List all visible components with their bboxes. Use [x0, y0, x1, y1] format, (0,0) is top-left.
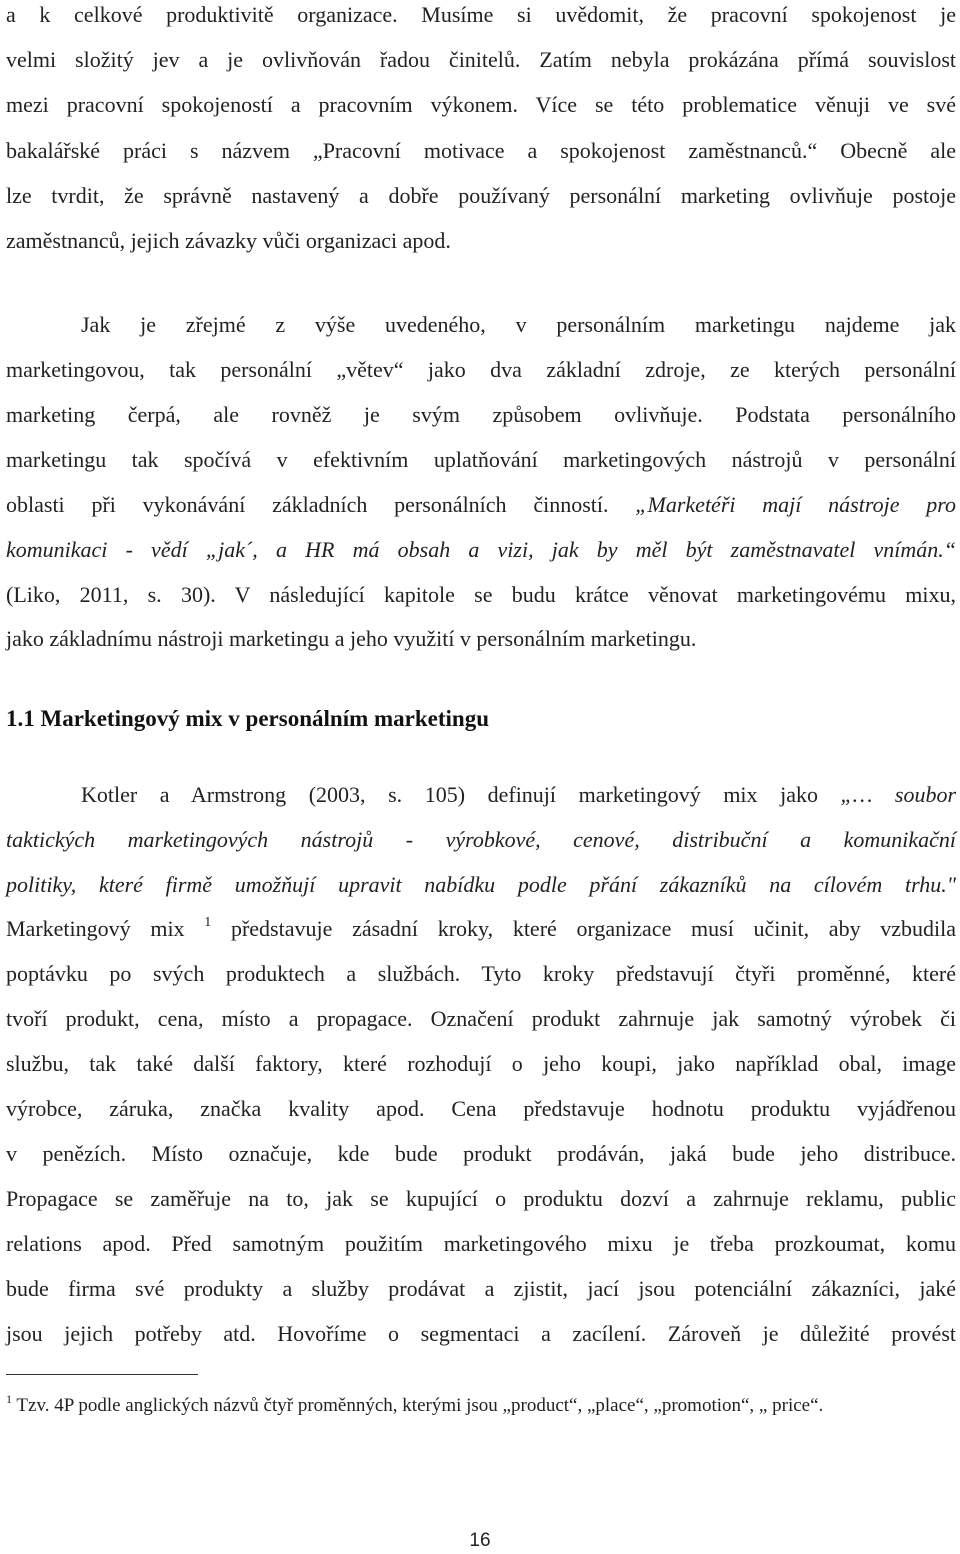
paragraph-line: službu, tak také další faktory, které rozhodují o jeho koupi, jako například obal, image: [6, 1051, 956, 1076]
paragraph-line: v penězích. Místo označuje, kde bude produkt prodáván, jaká bude jeho distribuce.: [6, 1141, 956, 1166]
text-span: Kotler a Armstrong (2003, s. 105) definují marketingový mix jako: [81, 782, 818, 807]
paragraph-line: bakalářské práci s názvem „Pracovní motivace a spokojenost zaměstnanců.“ Obecně ale: [6, 138, 956, 163]
italic-quote: „… soubor: [840, 782, 957, 807]
paragraph-line: relations apod. Před samotným použitím marketingového mixu je třeba prozkoumat, komu: [6, 1231, 956, 1256]
paragraph-line: bude firma své produkty a služby prodávat a zjistit, jací jsou potenciální zákazníci, jaké: [6, 1276, 956, 1301]
paragraph-line: taktických marketingových nástrojů - výrobkové, cenové, distribuční a komunikační: [6, 827, 956, 852]
paragraph-line: Propagace se zaměřuje na to, jak se kupující o produktu dozví a zahrnuje reklamu, public: [6, 1186, 956, 1211]
footnote-text: Tzv. 4P podle anglických názvů čtyř proměnných, kterými jsou „product“, „place“, „promotion“, „ price“.: [16, 1395, 824, 1416]
paragraph-line: lze tvrdit, že správně nastavený a dobře používaný personální marketing ovlivňuje postoje: [6, 183, 956, 208]
page-number: 16: [469, 1530, 491, 1551]
paragraph-line: marketing čerpá, ale rovněž je svým způsobem ovlivňuje. Podstata personálního: [6, 402, 956, 427]
paragraph-line: poptávku po svých produktech a službách. Tyto kroky představují čtyři proměnné, které: [6, 961, 956, 986]
paragraph-line: velmi složitý jev a je ovlivňován řadou činitelů. Zatím nebyla prokázána přímá souvislost: [6, 47, 956, 72]
italic-quote: „Marketéři mají nástroje pro: [635, 492, 956, 517]
paragraph-line: marketingu tak spočívá v efektivním uplatňování marketingových nástrojů v personální: [6, 447, 956, 472]
paragraph-line: [6, 490, 956, 520]
paragraph-line: mezi pracovní spokojeností a pracovním výkonem. Více se této problematice věnuji ve své: [6, 92, 956, 117]
section-heading: 1.1 Marketingový mix v personálním marketingu: [6, 706, 489, 731]
footnote-number: 1: [6, 1392, 12, 1406]
paragraph-line: marketingovou, tak personální „větev“ jako dva základní zdroje, ze kterých personální: [6, 357, 956, 382]
paragraph-line: zaměstnanců, jejich závazky vůči organizaci apod.: [6, 228, 451, 253]
footnote: [6, 1393, 823, 1420]
paragraph-line: výrobce, záruka, značka kvality apod. Cena představuje hodnotu produktu vyjádřenou: [6, 1096, 956, 1121]
paragraph-line: komunikaci - vědí „jak´, a HR má obsah a vizi, jak by měl být zaměstnavatel vnímán.“: [6, 537, 956, 562]
paragraph-line: (Liko, 2011, s. 30). V následující kapitole se budu krátce věnovat marketingovému mixu,: [6, 582, 956, 607]
paragraph-line: [6, 914, 956, 948]
paragraph-line: politiky, které firmě umožňují upravit nabídku podle přání zákazníků na cílovém trhu.": [6, 872, 956, 897]
paragraph-line: [81, 780, 956, 810]
text-span: Marketingový mix: [6, 916, 185, 941]
text-span: představuje zásadní kroky, které organizace musí učinit, aby vzbudila: [230, 916, 957, 941]
paragraph-line: a k celkové produktivitě organizace. Musíme si uvědomit, že pracovní spokojenost je: [6, 2, 956, 27]
footnote-ref[interactable]: 1: [204, 915, 212, 930]
paragraph-line: jsou jejich potřeby atd. Hovoříme o segmentaci a zacílení. Zároveň je důležité provést: [6, 1321, 956, 1346]
text-span: oblasti při vykonávání základních personálních činností.: [6, 492, 609, 517]
paragraph-line: Jak je zřejmé z výše uvedeného, v personálním marketingu najdeme jak: [81, 312, 956, 337]
footnote-divider: [6, 1374, 198, 1375]
paragraph-line: jako základnímu nástroji marketingu a jeho využití v personálním marketingu.: [6, 626, 697, 651]
paragraph-line: tvoří produkt, cena, místo a propagace. Označení produkt zahrnuje jak samotný výrobek či: [6, 1006, 956, 1031]
